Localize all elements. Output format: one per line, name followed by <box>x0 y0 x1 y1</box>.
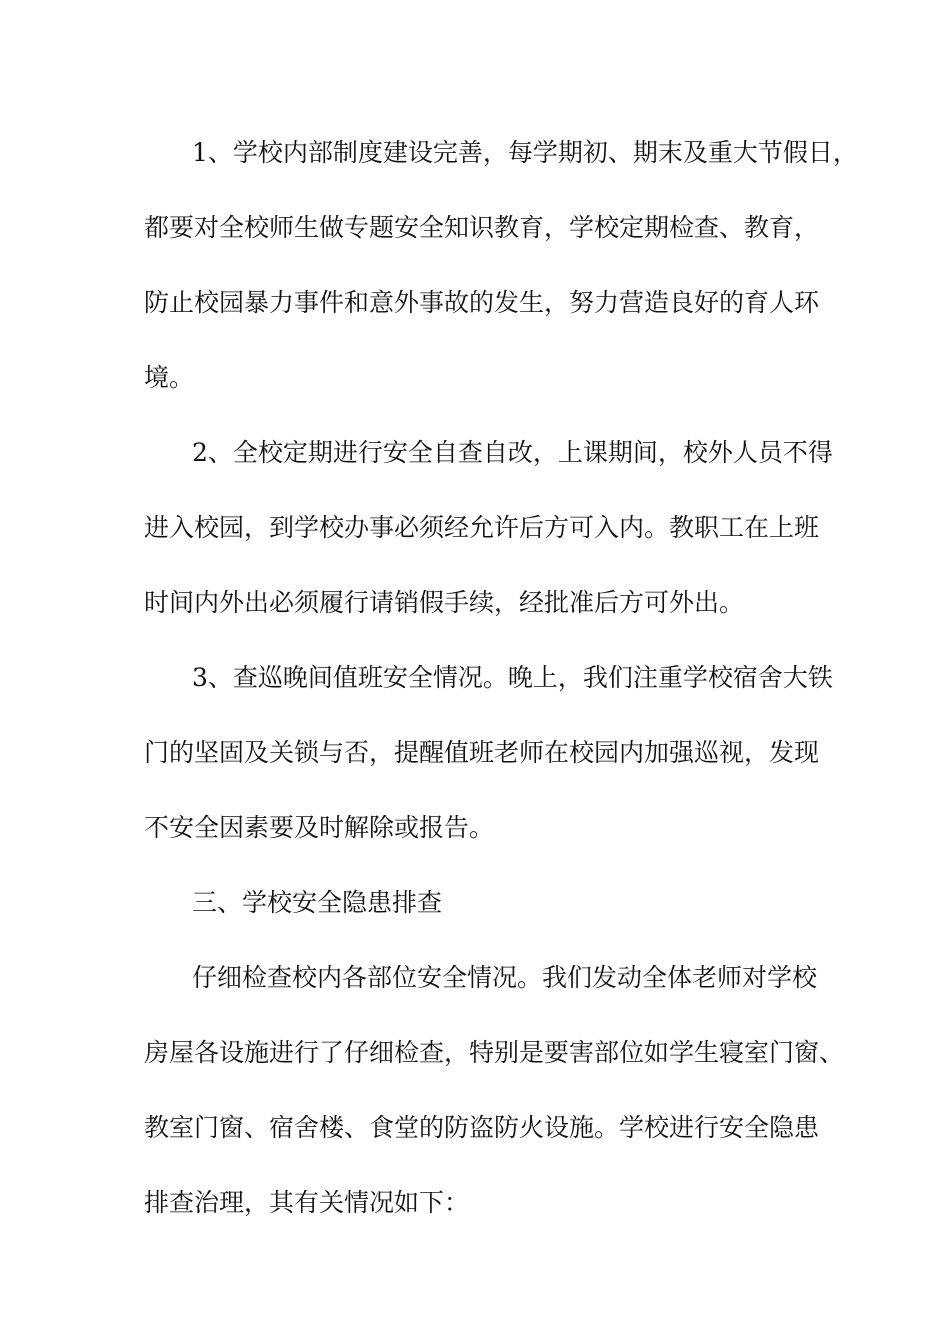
paragraph-3-line-2: 门的坚固及关锁与否，提醒值班老师在校园内加强巡视，发现 <box>144 738 820 767</box>
paragraph-1-line-3: 防止校园暴力事件和意外事故的发生，努力营造良好的育人环 <box>144 288 820 317</box>
paragraph-4-line-4: 排查治理，其有关情况如下： <box>144 1188 470 1217</box>
paragraph-1-line-2: 都要对全校师生做专题安全知识教育，学校定期检查、教育， <box>144 213 820 242</box>
paragraph-2-line-3: 时间内外出必须履行请销假手续，经批准后方可外出。 <box>144 588 745 617</box>
section-heading: 三、学校安全隐患排查 <box>192 888 443 917</box>
paragraph-3-line-1: 3、查巡晚间值班安全情况。晚上，我们注重学校宿舍大铁 <box>192 663 833 692</box>
paragraph-2-line-1: 2、全校定期进行安全自查自改，上课期间，校外人员不得 <box>192 438 833 467</box>
paragraph-2-line-2: 进入校园，到学校办事必须经允许后方可入内。教职工在上班 <box>144 513 820 542</box>
paragraph-4-line-2: 房屋各设施进行了仔细检查，特别是要害部位如学生寝室门窗、 <box>144 1038 845 1067</box>
paragraph-3-line-3: 不安全因素要及时解除或报告。 <box>144 813 495 842</box>
paragraph-1-line-1: 1、学校内部制度建设完善，每学期初、期末及重大节假日， <box>192 138 858 167</box>
paragraph-4-line-3: 教室门窗、宿舍楼、食堂的防盗防火设施。学校进行安全隐患 <box>144 1113 820 1142</box>
paragraph-1-line-4: 境。 <box>144 363 195 392</box>
paragraph-4-line-1: 仔细检查校内各部位安全情况。我们发动全体老师对学校 <box>192 963 818 992</box>
